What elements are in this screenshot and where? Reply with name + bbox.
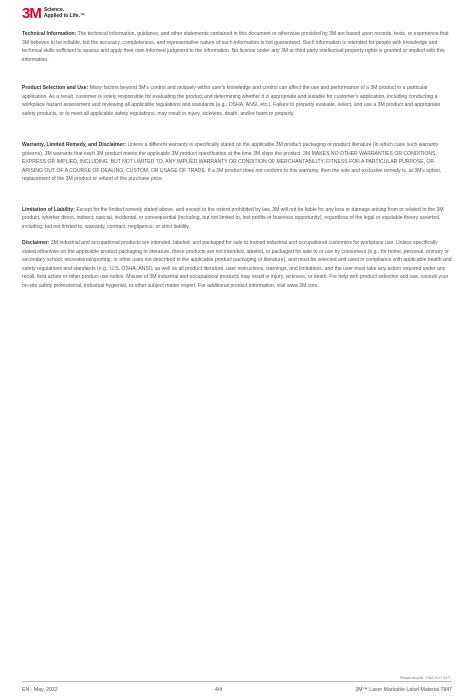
footer-product-name: 3M™ Laser Markable Label Material 7847 (355, 687, 452, 693)
tagline-line2: Applied to Life.™ (43, 12, 85, 19)
warranty-text: Unless a different warranty is specifically stated on the applicable 3M product packaging or product literature (in which case such warranty governs), 3M warrants that each 3M product meets the applicable 3M product specification at the time 3M ships the product. 3M MAKES NO OTHER WARRANTIES OR CONDITIONS, EXPRESS OR IMPLIED, INCLUDING, BUT NOT LIMITED TO, ANY IMPLIED WARRANTY OR CONDITION OF MERCHANTABILITY, FITNESS FOR A PARTICULAR PURPOSE, OR ARISING OUT OF A COURSE OF DEALING, CUSTOM, OR USAGE OF TRADE. If a 3M product does not conform to this warranty, then the sole and exclusive remedy is, at 3M's option, replacement of the 3M product or refund of the purchase price. (22, 142, 442, 182)
liability-paragraph (22, 206, 452, 232)
product-selection-paragraph (22, 84, 452, 118)
warranty-heading: Warranty, Limited Remedy, and Disclaimer: (22, 142, 127, 148)
footer-divider (22, 681, 452, 682)
warranty-paragraph (22, 141, 452, 184)
disclaimer-paragraph (22, 239, 452, 290)
footer-language-date: EN - May, 2022 (22, 687, 58, 693)
product-selection-heading: Product Selection and Use: (22, 85, 89, 91)
liability-text: Except for the limited remedy stated above, and except to the extent prohibited by law, 3M will not be liable for any loss or damage arising from or related to the 3M product, whether direct, indirect, special, incidental, or consequential (including, but not limited to, lost profits or business opportunity), regardless of the legal or equitable theory asserted, including, but not limited to, warranty, contract, negligence, or strict liability. (22, 206, 444, 230)
3m-logo (22, 6, 85, 21)
liability-heading: Limitation of Liability: (22, 206, 75, 213)
disclaimer-text: 3M industrial and occupational products are intended, labeled, and packaged for sale to trained industrial and occupational customers for workplace use. Unless specifically stated otherwise on the applicable product packaging or literature, these products are not intended, labeled, or packaged for sale to or use by consumers (e.g., for home, personal, primary or secondary school, recreational/sporting, or other uses not described in the applicable product packaging or literature), and must be selected and used in compliance with applicable health and safety regulations and standards (e.g., U.S. OSHA, ANSI), as well as all product literature, user instructions, warnings, and limitations, and the user must take any action required under any recall, field action or other product use notice. Misuse of 3M industrial and occupational products may result in injury, sickness, or death. For help with product selection and use, consult your on-site safety professional, industrial hygienist, or other subject matter expert. For additional product information, visit www.3M.com. (22, 240, 452, 289)
product-selection-text: Many factors beyond 3M's control and uniquely within user's knowledge and control can affect the use and performance of a 3M product in a particular application. As a result, customer is solely responsible for evaluating the product and determining whether it is appropriate and suitable for customer's application, including conducting a workplace hazard assessment and reviewing all applicable regulations and standards (e.g., OSHA, ANSI, etc.). Failure to properly evaluate, select, and use a 3M product and appropriate safety products, or to meet all applicable safety regulations, may result in injury, sickness, death, and/or harm to property. (22, 85, 441, 117)
technical-information-heading: Technical Information: (22, 31, 77, 37)
recycle-note: Please recycle. ©3M 2017 3177 (400, 676, 451, 680)
document-body (22, 30, 452, 290)
footer-page-number: 4/4 (215, 687, 223, 693)
tagline-line1: Science. (43, 7, 65, 14)
disclaimer-heading: Disclaimer: (22, 240, 50, 246)
logo-mark: 3M (22, 5, 41, 22)
technical-information-text: The technical information, guidance, and other statements contained in this document or otherwise provided by 3M are based upon records, tests, or experience that 3M believes to be reliable, but the accuracy, completeness, and representative nature of such information is not guaranteed. Such information is intended for people with knowledge and technical skills sufficient to assess and apply their own informed judgment to the information. No license under any 3M or third party intellectual property rights is granted or implied with this information. (22, 31, 449, 63)
logo-tagline (44, 8, 85, 19)
technical-information-paragraph (22, 30, 452, 64)
